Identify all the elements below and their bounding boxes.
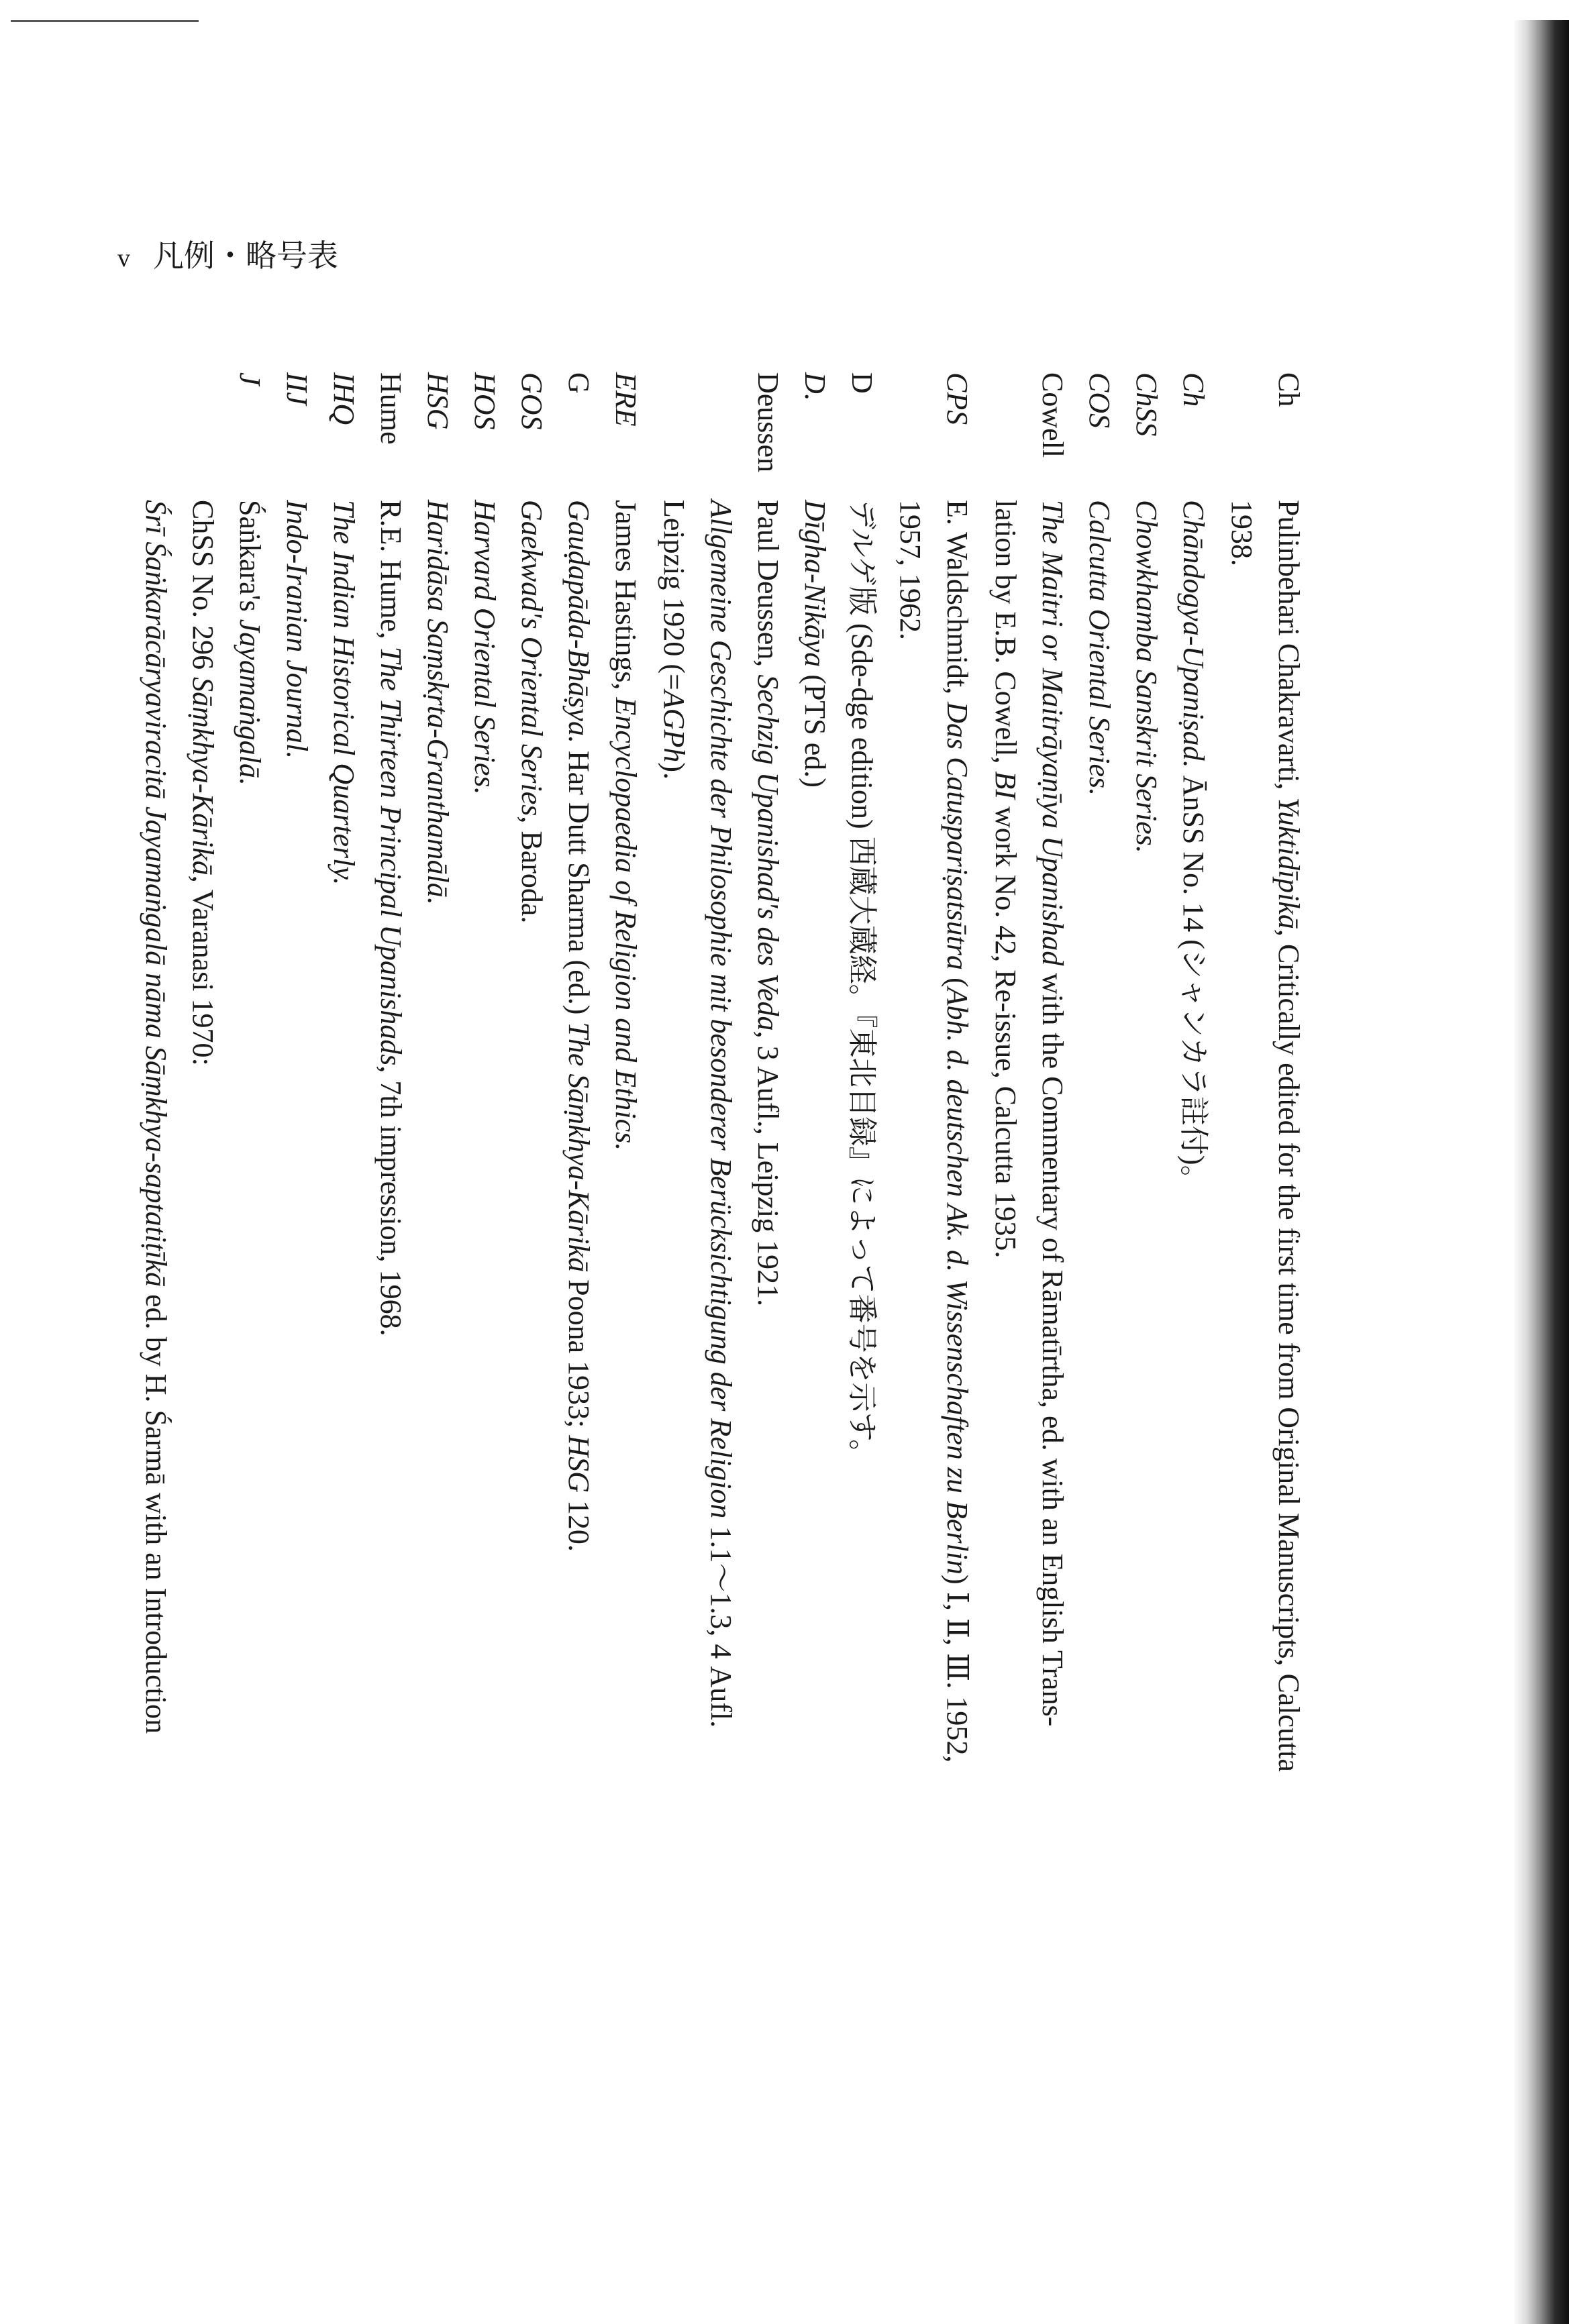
entry-abbr: ERE [609, 372, 642, 427]
entry-abbr: COS [1083, 372, 1116, 429]
entry-line: 1957, 1962. [894, 500, 927, 640]
entry-line: E. Waldschmidt, Das Catuṣpariṣatsūtra (Abh. d. deutschen Ak. d. Wissenschaften zu Berlin) Ⅰ, Ⅱ, Ⅲ. 1952, [941, 500, 974, 1763]
entry-abbr: ChSS [1130, 372, 1163, 437]
entry-line: R.E. Hume, The Thirteen Principal Upanishads, 7th impression, 1968. [374, 500, 407, 1336]
entry-abbr: IIJ [281, 372, 313, 405]
entry-line: Indo-Iranian Journal. [281, 500, 313, 759]
entry-line: The Indian Historical Quarterly. [327, 500, 360, 886]
entry-line [1268, 500, 1309, 1772]
book-spine-shadow [1513, 20, 1569, 2324]
entry-abbr: GOS [515, 372, 548, 430]
entry-abbr: J [234, 372, 266, 386]
entry-abbr: G [562, 372, 595, 394]
page-number: v [117, 244, 130, 272]
entry-line: Harvard Oriental Series. [468, 500, 501, 795]
entry-line: Allgemeine Geschichte der Philosophie mit besonderer Berücksichtigung der Religion 1.1〜1.3, 4 Aufl. [705, 500, 738, 1728]
page-header [117, 236, 338, 276]
entry-abbr: CPS [941, 372, 974, 425]
entry-abbr: IHQ [327, 372, 360, 425]
entry-line: Leipzig 1920 (=AGPh). [658, 500, 691, 780]
entry-abbr: HSG [421, 372, 454, 430]
entry-line: James Hastings, Encyclopaedia of Religion and Ethics. [609, 500, 642, 1151]
entry-line: 1938. [1225, 500, 1258, 566]
entry-line: Paul Deussen, Sechzig Upanishad's des Veda, 3 Aufl., Leipzig 1921. [752, 500, 784, 1307]
entry-abbr: Ch [1272, 372, 1305, 407]
entry-abbr: D [846, 372, 878, 394]
entry-line: Gaekwad's Oriental Series, Baroda. [515, 500, 548, 924]
entry-abbr: Cowell [1036, 372, 1069, 458]
entry-line: lation by E.B. Cowell, BI work No. 42, Re-issue, Calcutta 1935. [989, 500, 1022, 1259]
top-rule [11, 20, 199, 22]
entry-line: デルゲ版 (Sde-dge edition) 西蔵大蔵経。『東北目録』によって番号を示す。 [846, 500, 878, 1469]
entry-line: Śaṅkara's Jayamaṅgalā. [234, 500, 266, 786]
entry-abbr: Deussen [752, 372, 784, 473]
entry-abbr: Hume [374, 372, 407, 445]
entry-abbr: Ch [1177, 372, 1210, 407]
page-title: 凡例・略号表 [153, 239, 338, 273]
entry-line: Haridāsa Saṃskṛta-Granthamālā. [421, 500, 454, 905]
entry-line: Dīgha-Nikāya (PTS ed.) [799, 500, 831, 788]
entry-line: The Maitri or Maitrāyaṇīya Upanishad with the Commentary of Rāmatīrtha, ed. with an English Trans- [1036, 500, 1069, 1727]
entry-line: ChSS No. 296 Sāṃkhya-Kārikā, Varanasi 1970: [187, 500, 219, 1066]
entry-text: Pulinbehari Chakravarti, Yuktidīpikā, Critically edited for the first time from Original Manuscripts, Calcutta [1272, 500, 1305, 1773]
entry-line: Calcutta Oriental Series. [1083, 500, 1116, 796]
entry-line: Śrī Śaṅkarācāryaviracitā Jayamaṅgalā nāma Sāṃkhya-saptatiṭīkā ed. by H. Śarmā with an Introduction [140, 500, 172, 1734]
entry-line: Chowkhamba Sanskrit Series. [1130, 500, 1163, 853]
entry-line: Gauḍapāda-Bhāṣya. Har Dutt Sharma (ed.) The Sāṃkhya-Kārikā Poona 1933; HSG 120. [562, 500, 595, 1552]
entry-abbr: D. [799, 372, 831, 401]
entry-line: Chāndogya-Upaniṣad. ĀnSS No. 14 (シャンカラ註付)。 [1177, 500, 1210, 1195]
entry-abbr: HOS [468, 372, 501, 430]
